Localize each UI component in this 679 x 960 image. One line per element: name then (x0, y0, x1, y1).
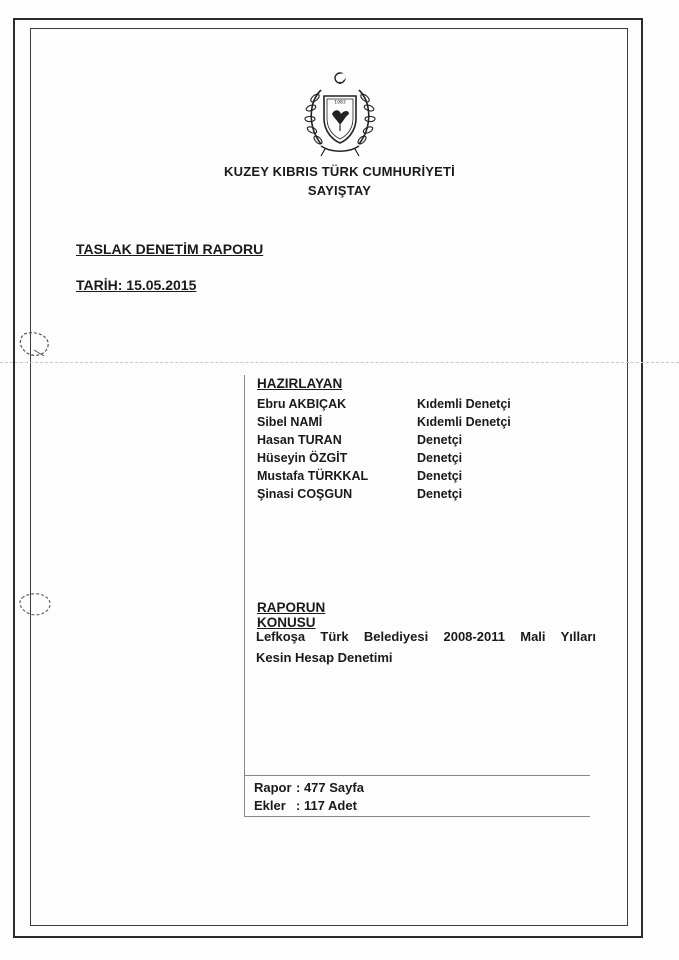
report-pages-label: Rapor (254, 780, 292, 795)
report-pages-value: : 477 Sayfa (296, 780, 364, 795)
punch-hole-bottom (14, 590, 56, 620)
report-date: TARİH: 15.05.2015 (76, 277, 197, 293)
member-role: Denetçi (417, 469, 463, 483)
member-role: Denetçi (417, 451, 463, 465)
member-role: Kıdemli Denetçi (417, 397, 511, 411)
annex-count-value: : 117 Adet (296, 798, 357, 813)
member-role: Kıdemli Denetçi (417, 415, 511, 429)
prepared-by-title: HAZIRLAYAN (257, 376, 343, 391)
subject-line-1: Lefkoşa Türk Belediyesi 2008-2011 Mali Yılları (256, 629, 596, 644)
member-name: Sibel NAMİ (257, 415, 323, 429)
fold-crease (0, 362, 679, 363)
member-role: Denetçi (417, 433, 463, 447)
emblem-year: 1983 (334, 100, 346, 106)
member-name: Hasan TURAN (257, 433, 342, 447)
state-emblem-icon (299, 70, 381, 160)
member-role: Denetçi (417, 487, 463, 501)
report-type-title: TASLAK DENETİM RAPORU (76, 241, 264, 257)
annex-count-row (254, 798, 357, 813)
subject-title: RAPORUN KONUSU (257, 600, 326, 630)
republic-name: KUZEY KIBRIS TÜRK CUMHURİYETİ (224, 164, 455, 179)
report-pages-row (254, 780, 364, 795)
member-name: Şinasi COŞGUN (257, 487, 353, 501)
punch-hole-top (14, 330, 56, 360)
member-name: Mustafa TÜRKKAL (257, 469, 369, 483)
member-name: Hüseyin ÖZGİT (257, 451, 348, 465)
member-name: Ebru AKBIÇAK (257, 397, 347, 411)
report-summary-box (244, 775, 590, 817)
subject-line-2: Kesin Hesap Denetimi (256, 650, 393, 665)
institution-name: SAYIŞTAY (307, 183, 372, 198)
annex-count-label: Ekler (254, 798, 286, 813)
subject-text (256, 626, 596, 668)
